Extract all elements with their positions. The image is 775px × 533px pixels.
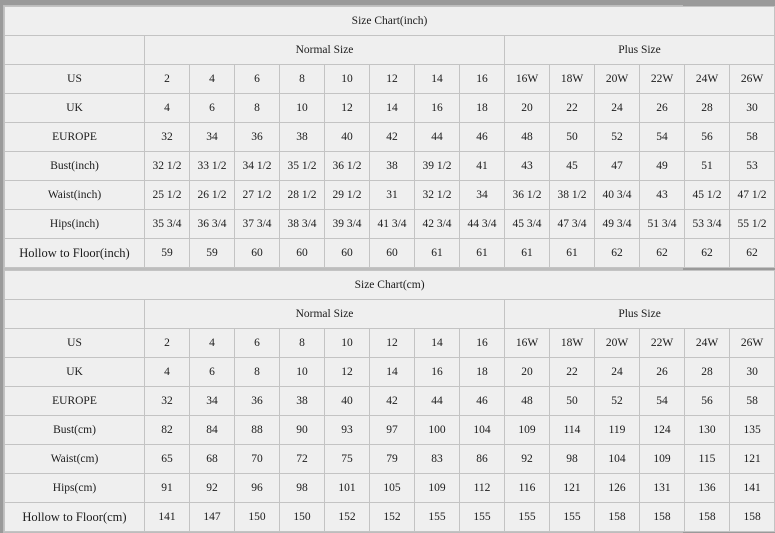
cell: 24 xyxy=(595,94,640,123)
cell: 86 xyxy=(460,445,505,474)
cell: 8 xyxy=(280,329,325,358)
cell: 36 3/4 xyxy=(190,210,235,239)
cell: 22 xyxy=(550,358,595,387)
cell: 150 xyxy=(280,503,325,532)
cell: 61 xyxy=(550,239,595,268)
cell: 20 xyxy=(505,94,550,123)
table-row xyxy=(5,65,775,94)
row-label-uk-inch: UK xyxy=(5,94,145,123)
row-label-europe-inch: EUROPE xyxy=(5,123,145,152)
cell: 60 xyxy=(280,239,325,268)
cell: 12 xyxy=(370,65,415,94)
cell: 10 xyxy=(325,329,370,358)
cell: 52 xyxy=(595,387,640,416)
cell: 40 xyxy=(325,387,370,416)
cell: 25 1/2 xyxy=(145,181,190,210)
table-group-row xyxy=(5,36,775,65)
cell: 8 xyxy=(280,65,325,94)
cell: 26 xyxy=(640,358,685,387)
cell: 32 1/2 xyxy=(415,181,460,210)
cell: 10 xyxy=(280,358,325,387)
cell: 54 xyxy=(640,387,685,416)
cell: 51 xyxy=(685,152,730,181)
cell: 65 xyxy=(145,445,190,474)
cell: 48 xyxy=(505,123,550,152)
cell: 12 xyxy=(370,329,415,358)
cell: 10 xyxy=(325,65,370,94)
cell: 24 xyxy=(595,358,640,387)
cell: 92 xyxy=(505,445,550,474)
size-chart-inch-table xyxy=(4,6,775,268)
cell: 20W xyxy=(595,65,640,94)
cell: 39 1/2 xyxy=(415,152,460,181)
row-label-waist-cm: Waist(cm) xyxy=(5,445,145,474)
cell: 32 xyxy=(145,387,190,416)
cell: 104 xyxy=(460,416,505,445)
cell: 158 xyxy=(595,503,640,532)
cell: 35 3/4 xyxy=(145,210,190,239)
table-row xyxy=(5,387,775,416)
cell: 16 xyxy=(460,329,505,358)
cell: 28 xyxy=(685,94,730,123)
cell: 61 xyxy=(460,239,505,268)
table-row xyxy=(5,329,775,358)
cell: 10 xyxy=(280,94,325,123)
row-label-europe-cm: EUROPE xyxy=(5,387,145,416)
cell: 36 xyxy=(235,123,280,152)
table-row xyxy=(5,445,775,474)
cell: 116 xyxy=(505,474,550,503)
cell: 158 xyxy=(730,503,775,532)
cell: 90 xyxy=(280,416,325,445)
cell: 6 xyxy=(190,94,235,123)
cell: 31 xyxy=(370,181,415,210)
cell: 59 xyxy=(145,239,190,268)
cell: 70 xyxy=(235,445,280,474)
cell: 44 3/4 xyxy=(460,210,505,239)
group-header-normal-cm: Normal Size xyxy=(145,300,505,329)
cell: 22 xyxy=(550,94,595,123)
cell: 53 xyxy=(730,152,775,181)
cell: 155 xyxy=(505,503,550,532)
cell: 38 xyxy=(370,152,415,181)
cell: 158 xyxy=(640,503,685,532)
table-row xyxy=(5,503,775,532)
cell: 2 xyxy=(145,65,190,94)
cell: 104 xyxy=(595,445,640,474)
cell: 4 xyxy=(145,94,190,123)
cell: 109 xyxy=(415,474,460,503)
cell: 44 xyxy=(415,387,460,416)
cell: 18 xyxy=(460,94,505,123)
corner-blank-cell-inch xyxy=(5,36,145,65)
cell: 24W xyxy=(685,329,730,358)
cell: 43 xyxy=(505,152,550,181)
cell: 50 xyxy=(550,123,595,152)
cell: 136 xyxy=(685,474,730,503)
cell: 12 xyxy=(325,94,370,123)
cell: 20 xyxy=(505,358,550,387)
cell: 4 xyxy=(190,65,235,94)
cell: 109 xyxy=(640,445,685,474)
cell: 40 3/4 xyxy=(595,181,640,210)
cell: 92 xyxy=(190,474,235,503)
cell: 2 xyxy=(145,329,190,358)
cell: 97 xyxy=(370,416,415,445)
cell: 14 xyxy=(415,329,460,358)
cell: 32 1/2 xyxy=(145,152,190,181)
cell: 41 xyxy=(460,152,505,181)
cell: 47 1/2 xyxy=(730,181,775,210)
table-row xyxy=(5,358,775,387)
cell: 51 3/4 xyxy=(640,210,685,239)
group-header-normal-inch: Normal Size xyxy=(145,36,505,65)
cell: 61 xyxy=(415,239,460,268)
row-label-uk-cm: UK xyxy=(5,358,145,387)
cell: 56 xyxy=(685,123,730,152)
cell: 72 xyxy=(280,445,325,474)
cell: 126 xyxy=(595,474,640,503)
cell: 22W xyxy=(640,329,685,358)
table-row xyxy=(5,123,775,152)
cell: 30 xyxy=(730,358,775,387)
cell: 62 xyxy=(595,239,640,268)
chart-title-inch: Size Chart(inch) xyxy=(5,7,775,36)
row-label-hollow-to-floor-inch: Hollow to Floor(inch) xyxy=(5,239,145,268)
cell: 14 xyxy=(370,358,415,387)
cell: 26W xyxy=(730,329,775,358)
cell: 16W xyxy=(505,329,550,358)
cell: 16 xyxy=(460,65,505,94)
cell: 124 xyxy=(640,416,685,445)
cell: 60 xyxy=(370,239,415,268)
cell: 83 xyxy=(415,445,460,474)
cell: 93 xyxy=(325,416,370,445)
cell: 33 1/2 xyxy=(190,152,235,181)
cell: 28 xyxy=(685,358,730,387)
size-chart-cm-table xyxy=(4,270,775,532)
cell: 98 xyxy=(280,474,325,503)
cell: 152 xyxy=(325,503,370,532)
cell: 24W xyxy=(685,65,730,94)
cell: 32 xyxy=(145,123,190,152)
cell: 147 xyxy=(190,503,235,532)
cell: 100 xyxy=(415,416,460,445)
cell: 16 xyxy=(415,94,460,123)
cell: 26W xyxy=(730,65,775,94)
cell: 12 xyxy=(325,358,370,387)
cell: 42 xyxy=(370,123,415,152)
cell: 98 xyxy=(550,445,595,474)
cell: 46 xyxy=(460,123,505,152)
cell: 35 1/2 xyxy=(280,152,325,181)
chart-title-cm: Size Chart(cm) xyxy=(5,271,775,300)
cell: 45 1/2 xyxy=(685,181,730,210)
cell: 42 3/4 xyxy=(415,210,460,239)
cell: 40 xyxy=(325,123,370,152)
cell: 131 xyxy=(640,474,685,503)
cell: 56 xyxy=(685,387,730,416)
cell: 16 xyxy=(415,358,460,387)
cell: 43 xyxy=(640,181,685,210)
cell: 47 xyxy=(595,152,640,181)
cell: 152 xyxy=(370,503,415,532)
cell: 41 3/4 xyxy=(370,210,415,239)
cell: 130 xyxy=(685,416,730,445)
cell: 82 xyxy=(145,416,190,445)
cell: 60 xyxy=(325,239,370,268)
cell: 38 xyxy=(280,123,325,152)
cell: 101 xyxy=(325,474,370,503)
cell: 42 xyxy=(370,387,415,416)
cell: 44 xyxy=(415,123,460,152)
cell: 46 xyxy=(460,387,505,416)
cell: 6 xyxy=(235,329,280,358)
row-label-bust-cm: Bust(cm) xyxy=(5,416,145,445)
table-row xyxy=(5,94,775,123)
table-row xyxy=(5,416,775,445)
group-header-plus-inch: Plus Size xyxy=(505,36,775,65)
table-row xyxy=(5,152,775,181)
cell: 34 xyxy=(460,181,505,210)
table-row xyxy=(5,210,775,239)
cell: 26 1/2 xyxy=(190,181,235,210)
cell: 45 3/4 xyxy=(505,210,550,239)
group-header-plus-cm: Plus Size xyxy=(505,300,775,329)
cell: 84 xyxy=(190,416,235,445)
table-group-row xyxy=(5,300,775,329)
cell: 60 xyxy=(235,239,280,268)
cell: 119 xyxy=(595,416,640,445)
table-row xyxy=(5,181,775,210)
cell: 45 xyxy=(550,152,595,181)
cell: 4 xyxy=(145,358,190,387)
cell: 26 xyxy=(640,94,685,123)
cell: 155 xyxy=(460,503,505,532)
cell: 4 xyxy=(190,329,235,358)
cell: 141 xyxy=(145,503,190,532)
cell: 36 xyxy=(235,387,280,416)
cell: 16W xyxy=(505,65,550,94)
cell: 48 xyxy=(505,387,550,416)
cell: 27 1/2 xyxy=(235,181,280,210)
cell: 158 xyxy=(685,503,730,532)
cell: 96 xyxy=(235,474,280,503)
cell: 29 1/2 xyxy=(325,181,370,210)
cell: 36 1/2 xyxy=(325,152,370,181)
cell: 18W xyxy=(550,65,595,94)
cell: 75 xyxy=(325,445,370,474)
cell: 79 xyxy=(370,445,415,474)
cell: 114 xyxy=(550,416,595,445)
row-label-us-cm: US xyxy=(5,329,145,358)
size-chart-inch-block xyxy=(3,5,767,269)
cell: 55 1/2 xyxy=(730,210,775,239)
cell: 38 3/4 xyxy=(280,210,325,239)
cell: 62 xyxy=(640,239,685,268)
cell: 109 xyxy=(505,416,550,445)
cell: 112 xyxy=(460,474,505,503)
cell: 135 xyxy=(730,416,775,445)
cell: 28 1/2 xyxy=(280,181,325,210)
cell: 150 xyxy=(235,503,280,532)
cell: 53 3/4 xyxy=(685,210,730,239)
row-label-us-inch: US xyxy=(5,65,145,94)
row-label-hollow-to-floor-cm: Hollow to Floor(cm) xyxy=(5,503,145,532)
cell: 22W xyxy=(640,65,685,94)
cell: 54 xyxy=(640,123,685,152)
cell: 39 3/4 xyxy=(325,210,370,239)
row-label-bust-inch: Bust(inch) xyxy=(5,152,145,181)
table-row xyxy=(5,474,775,503)
cell: 8 xyxy=(235,358,280,387)
cell: 121 xyxy=(730,445,775,474)
cell: 68 xyxy=(190,445,235,474)
cell: 49 3/4 xyxy=(595,210,640,239)
row-label-hips-inch: Hips(inch) xyxy=(5,210,145,239)
cell: 88 xyxy=(235,416,280,445)
cell: 115 xyxy=(685,445,730,474)
cell: 14 xyxy=(415,65,460,94)
cell: 58 xyxy=(730,387,775,416)
cell: 62 xyxy=(685,239,730,268)
cell: 155 xyxy=(415,503,460,532)
cell: 105 xyxy=(370,474,415,503)
cell: 8 xyxy=(235,94,280,123)
cell: 50 xyxy=(550,387,595,416)
table-row xyxy=(5,239,775,268)
corner-blank-cell-cm xyxy=(5,300,145,329)
cell: 6 xyxy=(190,358,235,387)
cell: 62 xyxy=(730,239,775,268)
cell: 30 xyxy=(730,94,775,123)
row-label-hips-cm: Hips(cm) xyxy=(5,474,145,503)
cell: 14 xyxy=(370,94,415,123)
cell: 141 xyxy=(730,474,775,503)
cell: 59 xyxy=(190,239,235,268)
cell: 34 xyxy=(190,387,235,416)
cell: 49 xyxy=(640,152,685,181)
cell: 155 xyxy=(550,503,595,532)
cell: 37 3/4 xyxy=(235,210,280,239)
cell: 36 1/2 xyxy=(505,181,550,210)
cell: 34 1/2 xyxy=(235,152,280,181)
cell: 34 xyxy=(190,123,235,152)
cell: 38 xyxy=(280,387,325,416)
cell: 6 xyxy=(235,65,280,94)
cell: 121 xyxy=(550,474,595,503)
size-chart-cm-block xyxy=(3,269,764,533)
cell: 38 1/2 xyxy=(550,181,595,210)
cell: 20W xyxy=(595,329,640,358)
cell: 47 3/4 xyxy=(550,210,595,239)
cell: 58 xyxy=(730,123,775,152)
table-title-row xyxy=(5,271,775,300)
cell: 91 xyxy=(145,474,190,503)
cell: 18W xyxy=(550,329,595,358)
cell: 18 xyxy=(460,358,505,387)
cell: 52 xyxy=(595,123,640,152)
table-title-row xyxy=(5,7,775,36)
row-label-waist-inch: Waist(inch) xyxy=(5,181,145,210)
cell: 61 xyxy=(505,239,550,268)
